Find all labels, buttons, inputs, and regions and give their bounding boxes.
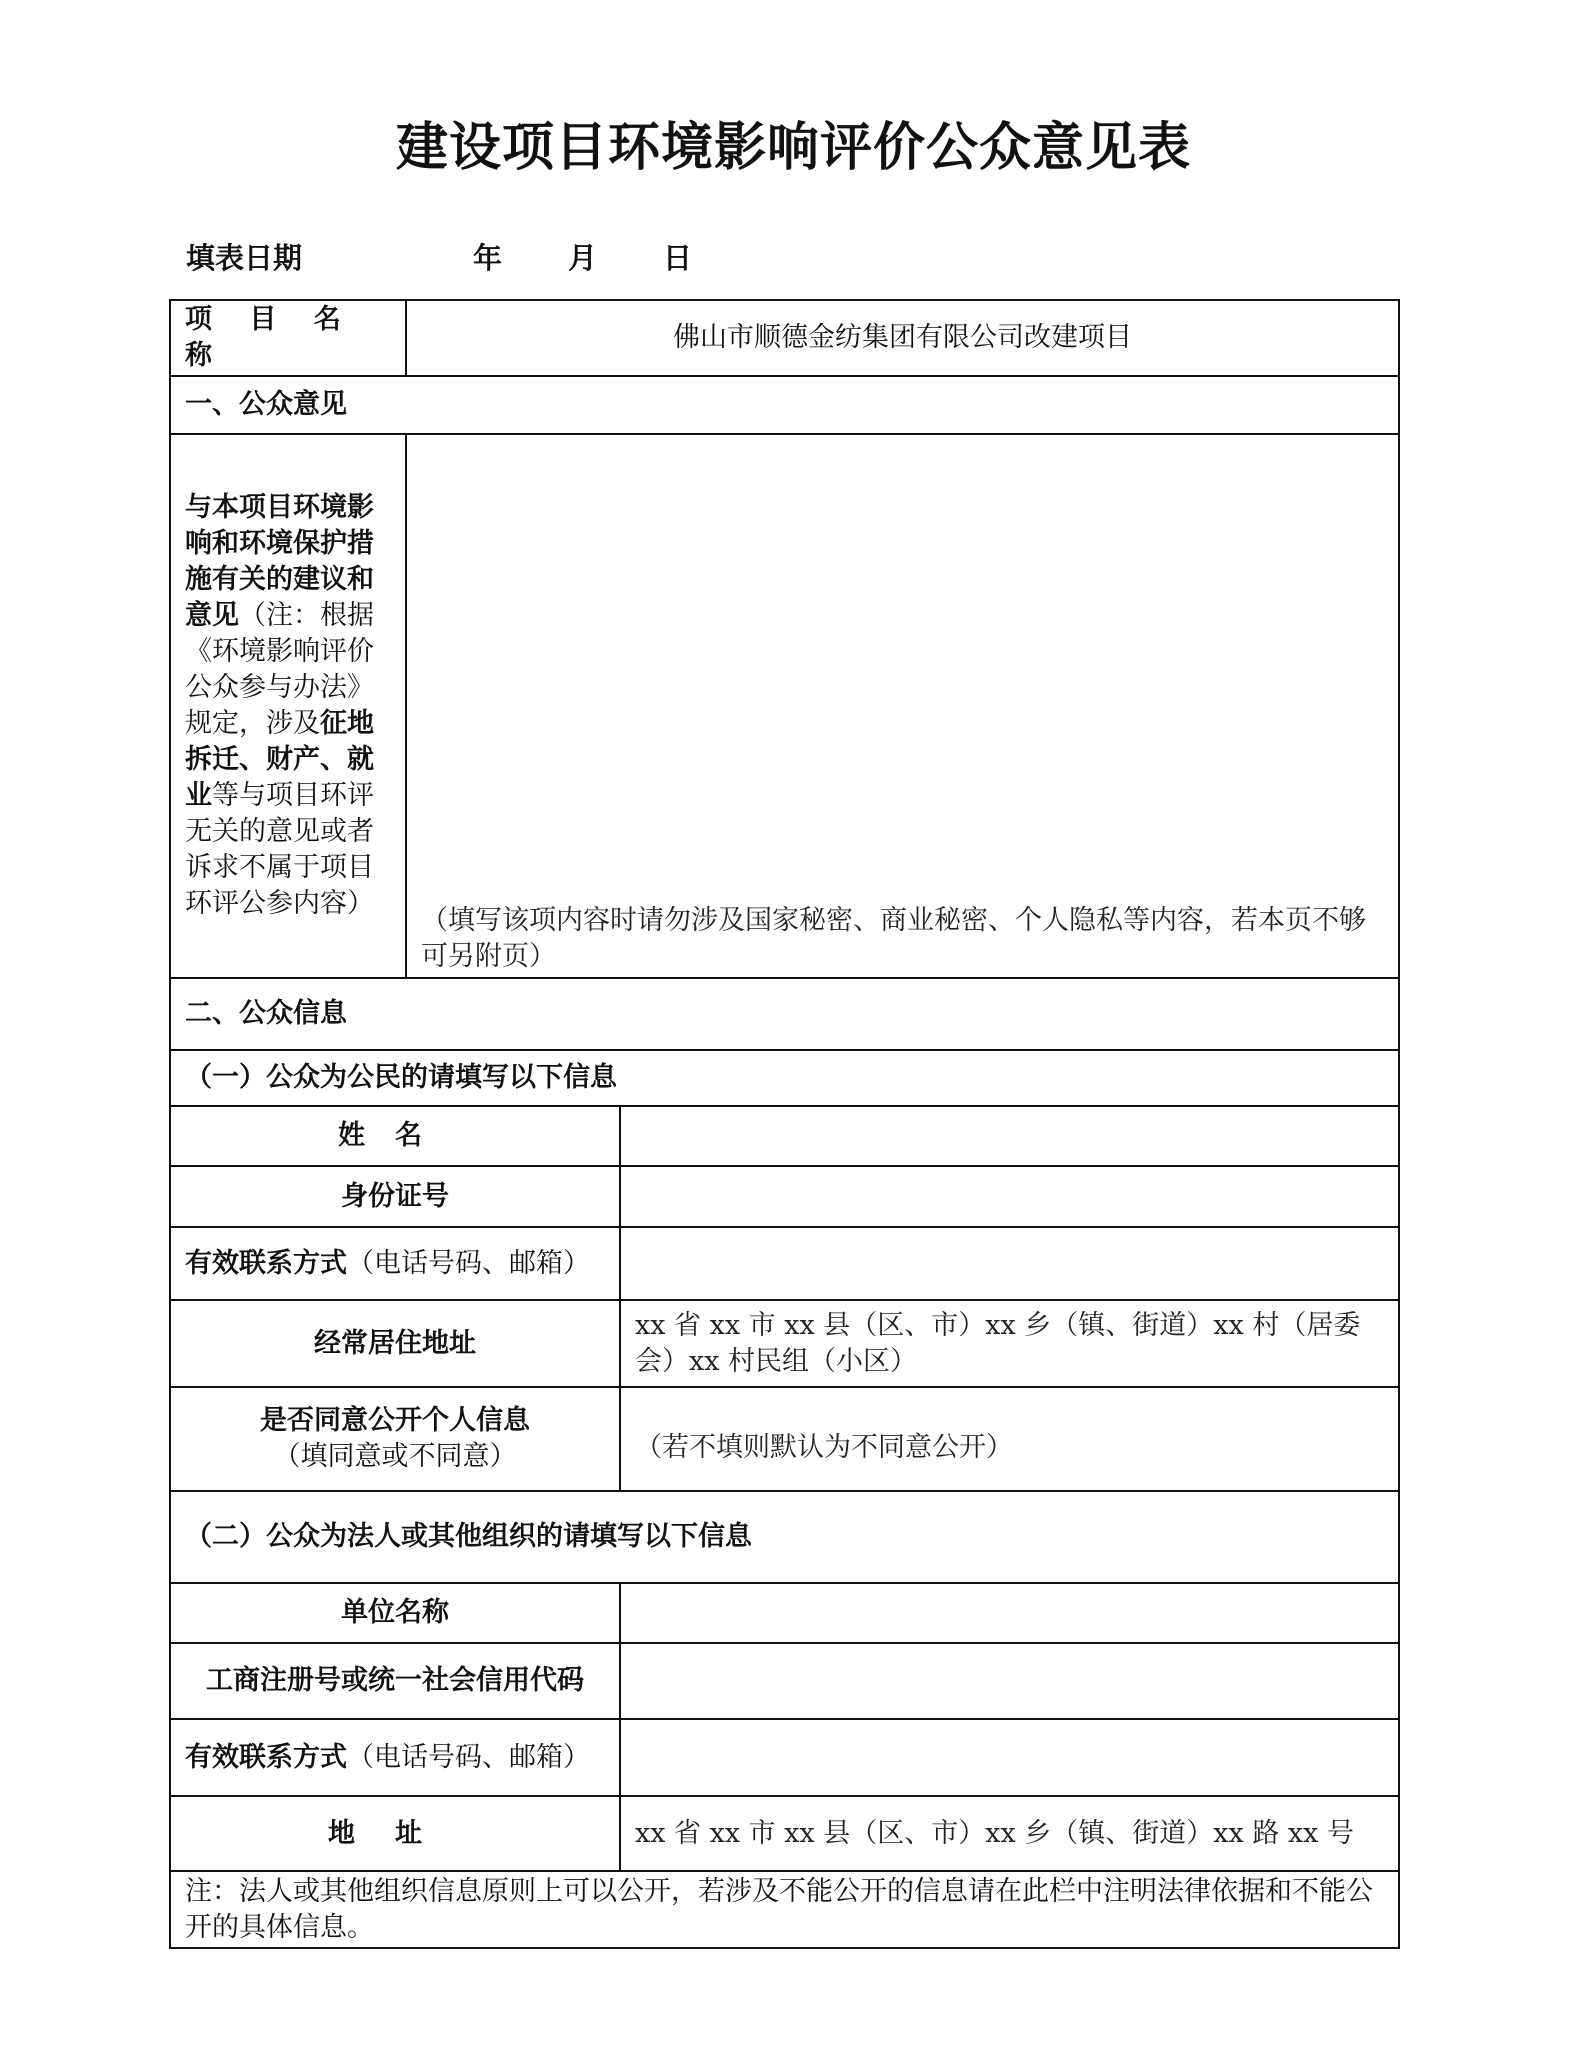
citizen-name-label: 姓名: [170, 1106, 620, 1166]
project-name-value: 佛山市顺德金纺集团有限公司改建项目: [406, 300, 1399, 376]
citizen-consent-label-note: （填同意或不同意）: [273, 1441, 517, 1472]
fill-date-label: 填表日期: [186, 241, 303, 275]
organization-contact-row: [170, 1719, 1399, 1796]
organization-reg-input[interactable]: [620, 1643, 1399, 1719]
citizen-contact-label: [170, 1227, 620, 1300]
opinion-label-main: 与本项目环境影响和环境保护措施有关的建议和意见: [185, 492, 374, 631]
organization-contact-label-note: （电话号码、邮箱）: [347, 1741, 590, 1773]
section1-heading-row: [170, 376, 1399, 434]
opinion-input-area[interactable]: [406, 434, 1399, 978]
form-title: 建设项目环境影响评价公众意见表: [395, 118, 1191, 178]
organization-heading: （二）公众为法人或其他组织的请填写以下信息: [170, 1491, 1399, 1583]
fill-date-year[interactable]: 年: [473, 241, 503, 275]
citizen-address-label: 经常居住地址: [170, 1300, 620, 1387]
citizen-name-input[interactable]: [620, 1106, 1399, 1166]
citizen-contact-row: [170, 1227, 1399, 1300]
opinion-fill-hint: （填写该项内容时请勿涉及国家秘密、商业秘密、个人隐私等内容，若本页不够可另附页）: [421, 905, 1366, 972]
organization-name-row: [170, 1583, 1399, 1643]
opinion-label-note-part1: （注：根据《环境影响评价公众参与办法》规定，涉及: [185, 600, 374, 739]
citizen-contact-label-main: 有效联系方式: [185, 1247, 347, 1279]
organization-reg-label: 工商注册号或统一社会信用代码: [170, 1643, 620, 1719]
organization-name-label: 单位名称: [170, 1583, 620, 1643]
citizen-name-row: [170, 1106, 1399, 1166]
citizen-heading-row: [170, 1050, 1399, 1106]
fill-date-day[interactable]: 日: [663, 241, 693, 275]
footnote-row: [170, 1871, 1399, 1948]
citizen-consent-row: [170, 1387, 1399, 1491]
organization-heading-row: [170, 1491, 1399, 1583]
citizen-consent-label-main: 是否同意公开个人信息: [260, 1405, 530, 1436]
organization-address-input[interactable]: xx 省 xx 市 xx 县（区、市）xx 乡（镇、街道）xx 路 xx 号: [620, 1796, 1399, 1871]
organization-contact-label: [170, 1719, 620, 1796]
organization-contact-input[interactable]: [620, 1719, 1399, 1796]
citizen-contact-label-note: （电话号码、邮箱）: [347, 1247, 590, 1279]
organization-contact-label-main: 有效联系方式: [185, 1741, 347, 1773]
section1-heading: 一、公众意见: [170, 376, 1399, 434]
citizen-address-row: [170, 1300, 1399, 1387]
organization-name-input[interactable]: [620, 1583, 1399, 1643]
section2-heading: 二、公众信息: [170, 978, 1399, 1050]
citizen-id-label: 身份证号: [170, 1166, 620, 1227]
opinion-label-note-bold: 征地拆迁、财产、就业: [185, 708, 374, 811]
project-name-label: 项 目 名 称: [170, 300, 406, 376]
opinion-row: [170, 434, 1399, 978]
fill-date-month[interactable]: 月: [568, 241, 598, 275]
footnote: 注：法人或其他组织信息原则上可以公开，若涉及不能公开的信息请在此栏中注明法律依据和不能公开的具体信息。: [170, 1871, 1399, 1948]
citizen-address-input[interactable]: xx 省 xx 市 xx 县（区、市）xx 乡（镇、街道）xx 村（居委会）xx 村民组（小区）: [620, 1300, 1399, 1387]
citizen-consent-input[interactable]: （若不填则默认为不同意公开）: [620, 1387, 1399, 1491]
citizen-heading: （一）公众为公民的请填写以下信息: [170, 1050, 1399, 1106]
organization-reg-row: [170, 1643, 1399, 1719]
section2-heading-row: [170, 978, 1399, 1050]
citizen-id-input[interactable]: [620, 1166, 1399, 1227]
citizen-id-row: [170, 1166, 1399, 1227]
citizen-contact-input[interactable]: [620, 1227, 1399, 1300]
organization-address-row: [170, 1796, 1399, 1871]
organization-address-label: 地址: [170, 1796, 620, 1871]
project-name-row: [170, 300, 1399, 376]
citizen-consent-label: [170, 1387, 620, 1491]
opinion-form-table: [169, 299, 1400, 1949]
opinion-label: [170, 434, 406, 978]
opinion-label-note-part2: 等与项目环评无关的意见或者诉求不属于项目环评公参内容）: [185, 780, 374, 919]
